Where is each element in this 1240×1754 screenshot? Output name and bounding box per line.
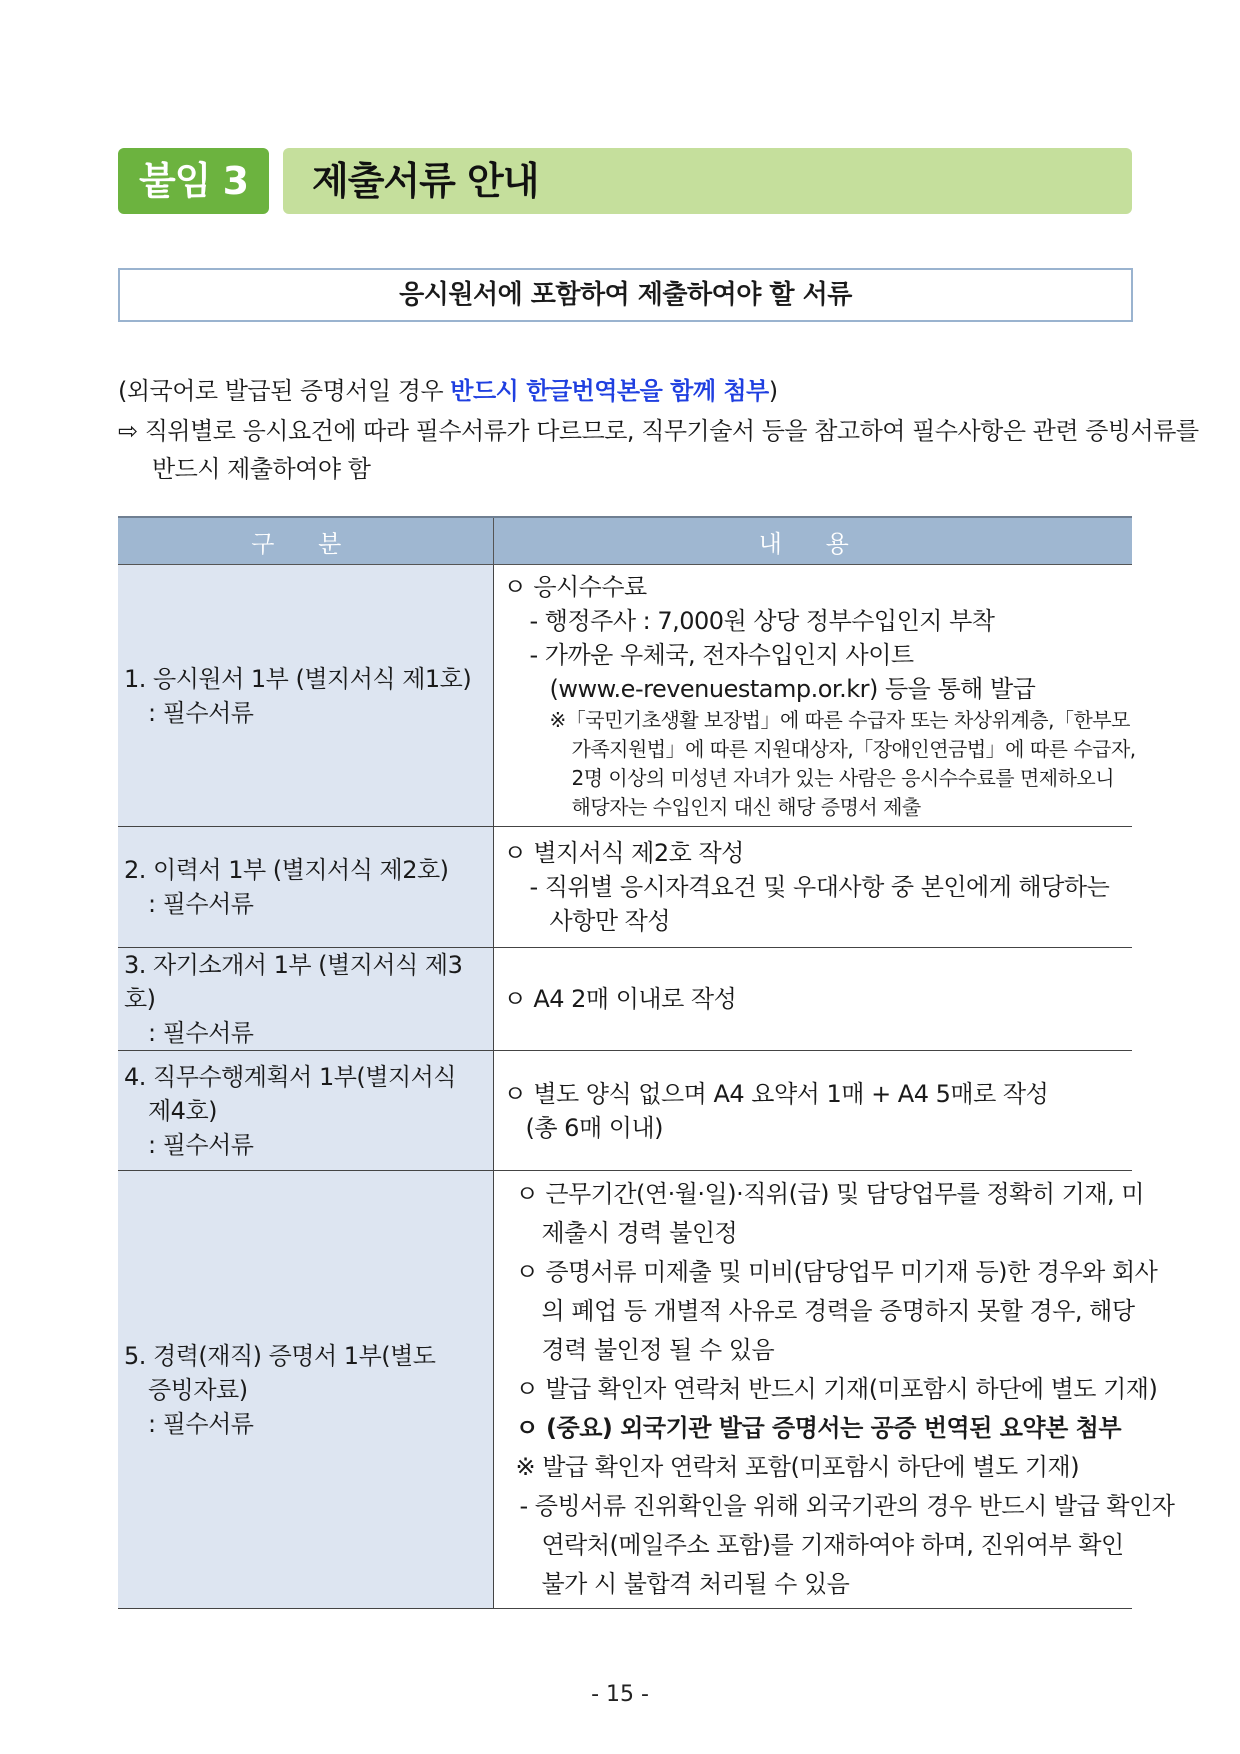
translation-note-prefix: (외국어로 발급된 증명서일 경우 — [118, 377, 451, 405]
table-row — [118, 827, 1132, 948]
category-line: : 필수서류 — [148, 698, 254, 727]
content-line: ㅇ 발급 확인자 연락처 반드시 기재(미포함시 하단에 별도 기재) — [515, 1375, 1158, 1403]
category-line: : 필수서류 — [148, 1019, 254, 1047]
category-line: 5. 경력(재직) 증명서 1부(별도 — [124, 1341, 436, 1370]
row-category — [118, 827, 493, 948]
translation-note-suffix: ) — [768, 377, 778, 405]
row-content — [493, 1171, 1175, 1609]
content-line: ㅇ A4 2매 이내로 작성 — [503, 985, 737, 1013]
category-line: : 필수서류 — [148, 1409, 254, 1438]
row-category — [118, 948, 493, 1051]
page-number: - 15 - — [591, 1682, 649, 1707]
table-row — [118, 948, 1132, 1051]
row-content — [493, 1051, 1132, 1171]
section-subtitle: 응시원서에 포함하여 제출하여야 할 서류 — [118, 268, 1133, 322]
category-line: 4. 직무수행계획서 1부(별지서식 — [124, 1062, 456, 1091]
row-category — [118, 565, 493, 827]
category-line: : 필수서류 — [148, 1130, 254, 1159]
category-line: 3. 자기소개서 1부 (별지서식 제3호) — [124, 951, 463, 1013]
content-line: - 가까운 우체국, 전자수입인지 사이트 — [529, 640, 914, 669]
row-content — [493, 948, 1132, 1051]
content-line: 불가 시 불합격 처리될 수 있음 — [541, 1570, 850, 1598]
content-line: 제출시 경력 불인정 — [541, 1219, 738, 1247]
column-header-content: 내 용 — [493, 517, 1132, 565]
requirement-note-cont: 반드시 제출하여야 함 — [152, 455, 371, 483]
title-bar — [283, 148, 1132, 214]
content-line: ㅇ 근무기간(연·월·일)·직위(급) 및 담당업무를 정확히 기재, 미 — [515, 1180, 1144, 1208]
content-line: - 증빙서류 진위확인을 위해 외국기관의 경우 반드시 발급 확인자 — [519, 1492, 1175, 1520]
table-row — [118, 1051, 1132, 1171]
content-line: ㅇ 증명서류 미제출 및 미비(담당업무 미기재 등)한 경우와 회사 — [515, 1258, 1158, 1286]
content-line-important: ㅇ (중요) 외국기관 발급 증명서는 공증 번역된 요약본 첨부 — [515, 1414, 1122, 1442]
content-line: ※ 발급 확인자 연락처 포함(미포함시 하단에 별도 기재) — [515, 1453, 1080, 1481]
attachment-badge: 붙임 3 — [118, 148, 269, 214]
content-line: 2명 이상의 미성년 자녀가 있는 사람은 응시수수료를 면제하오니 — [571, 765, 1115, 790]
translation-note-highlight: 반드시 한글번역본을 함께 첨부 — [450, 377, 769, 405]
content-line: 의 폐업 등 개별적 사유로 경력을 증명하지 못할 경우, 해당 — [541, 1297, 1135, 1325]
content-line: - 행정주사 : 7,000원 상당 정부수입인지 부착 — [529, 606, 995, 635]
content-line: 가족지원법」에 따른 지원대상자,「장애인연금법」에 따른 수급자, — [571, 736, 1136, 761]
translation-note — [118, 372, 778, 410]
title-row — [118, 148, 1132, 214]
requirement-note: ⇨ 직위별로 응시요건에 따라 필수서류가 다르므로, 직무기술서 등을 참고하여 필수사항은 관련 증빙서류를 — [118, 417, 1199, 445]
category-line: 증빙자료) — [148, 1375, 248, 1404]
content-line: 경력 불인정 될 수 있음 — [541, 1336, 775, 1364]
category-line: 1. 응시원서 1부 (별지서식 제1호) — [124, 664, 472, 693]
content-line: (총 6매 이내) — [525, 1113, 663, 1142]
row-category — [118, 1171, 493, 1609]
column-header-category: 구 분 — [118, 517, 493, 565]
table-header-row — [118, 517, 1132, 565]
category-line: 2. 이력서 1부 (별지서식 제2호) — [124, 856, 449, 884]
category-line: : 필수서류 — [148, 890, 254, 918]
row-content — [493, 827, 1132, 948]
page-title: 제출서류 안내 — [312, 159, 539, 203]
category-line: 제4호) — [148, 1096, 218, 1125]
row-content — [493, 565, 1136, 827]
content-line: ㅇ 별도 양식 없으며 A4 요약서 1매 + A4 5매로 작성 — [503, 1079, 1049, 1108]
content-line: ㅇ 별지서식 제2호 작성 — [503, 839, 744, 867]
table-row — [118, 565, 1132, 827]
documents-table — [118, 516, 1175, 1609]
row-category — [118, 1051, 493, 1171]
table-row — [118, 1171, 1132, 1609]
content-line: ※「국민기초생활 보장법」에 따른 수급자 또는 차상위계층,「한부모 — [549, 707, 1130, 732]
content-line: ㅇ 응시수수료 — [503, 572, 647, 601]
content-line: 연락처(메일주소 포함)를 기재하여야 하며, 진위여부 확인 — [541, 1531, 1124, 1559]
content-line: - 직위별 응시자격요건 및 우대사항 중 본인에게 해당하는 — [529, 873, 1110, 901]
content-line: (www.e-revenuestamp.or.kr) 등을 통해 발급 — [549, 674, 1036, 703]
content-line: 해당자는 수입인지 대신 해당 증명서 제출 — [571, 794, 921, 819]
content-line: 사항만 작성 — [549, 907, 671, 935]
